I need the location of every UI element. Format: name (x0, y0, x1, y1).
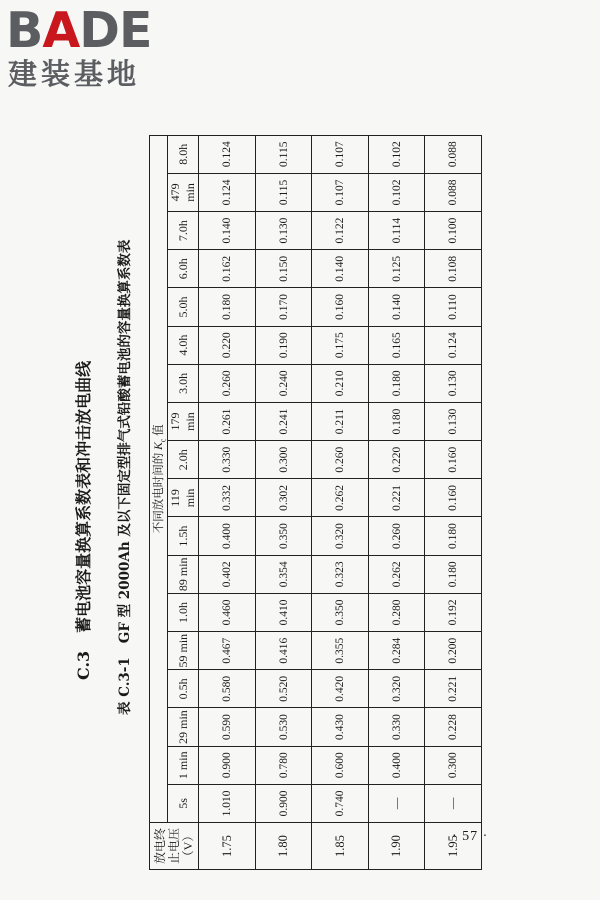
kc-value-cell: 0.130 (425, 402, 482, 440)
column-header: 89 min (168, 555, 199, 593)
kc-value-cell: 0.160 (425, 441, 482, 479)
table-number: 表 C.3-1 (117, 657, 133, 715)
kc-value-cell: 0.125 (368, 250, 425, 288)
voltage-cell: 1.80 (255, 823, 312, 870)
voltage-cell: 1.95 (425, 823, 482, 870)
section-heading (70, 120, 98, 680)
kc-value-cell: 0.170 (255, 288, 312, 326)
kc-value-cell: 0.130 (425, 364, 482, 402)
column-header: 6.0h (168, 250, 199, 288)
kc-value-cell: 0.107 (312, 173, 369, 211)
section-number: C.3 (74, 650, 93, 680)
kc-value-cell: 0.302 (255, 479, 312, 517)
kc-value-cell: 0.260 (368, 517, 425, 555)
column-header: 5s (168, 784, 199, 822)
kc-value-cell: 0.600 (312, 746, 369, 784)
kc-value-cell: 0.261 (199, 402, 256, 440)
kc-value-cell: 0.300 (425, 746, 482, 784)
kc-value-cell: 0.520 (255, 670, 312, 708)
kc-value-cell: 0.300 (255, 441, 312, 479)
page-number: · 57 · (452, 829, 489, 844)
kc-value-cell: 0.088 (425, 173, 482, 211)
kc-value-cell: 0.190 (255, 326, 312, 364)
kc-value-cell: 0.165 (368, 326, 425, 364)
kc-value-cell: 0.130 (255, 212, 312, 250)
kc-value-cell: 0.122 (312, 212, 369, 250)
kc-value-cell: 0.240 (255, 364, 312, 402)
kc-value-cell: 1.010 (199, 784, 256, 822)
kc-value-cell: 0.160 (425, 479, 482, 517)
kc-value-cell: 0.221 (368, 479, 425, 517)
kc-value-cell: 0.400 (199, 517, 256, 555)
kc-value-cell: 0.114 (368, 212, 425, 250)
kc-value-cell: 0.350 (255, 517, 312, 555)
kc-value-cell: 0.180 (199, 288, 256, 326)
kc-value-cell: 0.320 (368, 670, 425, 708)
kc-value-cell: 0.220 (368, 441, 425, 479)
kc-value-cell: 0.211 (312, 402, 369, 440)
kc-value-cell: 0.102 (368, 173, 425, 211)
kc-value-cell: 0.420 (312, 670, 369, 708)
kc-value-cell: 0.210 (312, 364, 369, 402)
logo-tagline: 建装基地 (8, 57, 141, 91)
section-title: 蓄电池容量换算系数表和冲击放电曲线 (74, 360, 93, 633)
kc-value-cell: 0.140 (199, 212, 256, 250)
table-row (425, 135, 482, 869)
kc-value-cell: 0.780 (255, 746, 312, 784)
kc-value-cell: 0.900 (199, 746, 256, 784)
kc-value-cell: 0.180 (368, 364, 425, 402)
voltage-cell: 1.90 (368, 823, 425, 870)
voltage-cell: 1.85 (312, 823, 369, 870)
kc-value-cell: 0.162 (199, 250, 256, 288)
kc-value-cell: 0.115 (255, 135, 312, 173)
kc-value-cell: 0.400 (368, 746, 425, 784)
table-row (368, 135, 425, 869)
kc-value-cell: 0.350 (312, 593, 369, 631)
kc-value-cell: 0.262 (368, 555, 425, 593)
column-header: 1.5h (168, 517, 199, 555)
kc-value-cell: 0.284 (368, 632, 425, 670)
table-title: GF 型 2000Ah 及以下固定型排气式铅酸蓄电池的容量换算系数表 (117, 239, 133, 644)
kc-value-cell: 0.107 (312, 135, 369, 173)
kc-value-cell: 0.220 (199, 326, 256, 364)
column-header: 7.0h (168, 212, 199, 250)
kc-value-cell: — (368, 784, 425, 822)
column-header: 479 min (168, 173, 199, 211)
table-header-row-2 (168, 135, 199, 869)
table-row (312, 135, 369, 869)
kc-value-cell: 0.460 (199, 593, 256, 631)
kc-value-cell: 0.530 (255, 708, 312, 746)
kc-value-cell: 0.580 (199, 670, 256, 708)
kc-value-cell: 0.124 (199, 135, 256, 173)
table-row (255, 135, 312, 869)
kc-value-cell: 0.262 (312, 479, 369, 517)
kc-value-cell: 0.330 (368, 708, 425, 746)
kc-value-cell: 0.124 (199, 173, 256, 211)
kc-value-cell: 0.124 (425, 326, 482, 364)
kc-value-cell: 0.108 (425, 250, 482, 288)
table-caption (112, 115, 138, 715)
column-header: 0.5h (168, 670, 199, 708)
row-header-voltage: 放电终止电压（V） (150, 823, 199, 870)
kc-value-cell: 0.332 (199, 479, 256, 517)
rotated-page-content (70, 115, 550, 875)
kc-value-cell: 0.260 (199, 364, 256, 402)
column-header: 3.0h (168, 364, 199, 402)
kc-value-cell: 0.150 (255, 250, 312, 288)
column-header: 8.0h (168, 135, 199, 173)
kc-value-cell: 0.175 (312, 326, 369, 364)
kc-value-cell: 0.260 (312, 441, 369, 479)
kc-value-cell: 0.590 (199, 708, 256, 746)
kc-value-cell: 0.140 (312, 250, 369, 288)
logo-wordmark (6, 2, 151, 60)
table-header-row-1 (150, 135, 168, 869)
column-header: 29 min (168, 708, 199, 746)
column-header: 1.0h (168, 593, 199, 631)
kc-value-cell: 0.221 (425, 670, 482, 708)
kc-value-cell: 0.115 (255, 173, 312, 211)
column-header: 4.0h (168, 326, 199, 364)
kc-value-cell: 0.740 (312, 784, 369, 822)
capacity-coefficient-table (149, 135, 482, 870)
kc-value-cell: 0.320 (312, 517, 369, 555)
kc-value-cell: 0.323 (312, 555, 369, 593)
kc-value-cell: 0.140 (368, 288, 425, 326)
logo-letter-b: B (6, 2, 43, 59)
kc-value-cell: 0.354 (255, 555, 312, 593)
kc-value-cell: 0.200 (425, 632, 482, 670)
kc-value-cell: 0.467 (199, 632, 256, 670)
column-header: 1 min (168, 746, 199, 784)
logo-letter-a: A (42, 2, 80, 59)
kc-value-cell: 0.280 (368, 593, 425, 631)
table-row (199, 135, 256, 869)
kc-value-cell: 0.160 (312, 288, 369, 326)
brand-logo (6, 2, 186, 96)
column-header: 5.0h (168, 288, 199, 326)
column-header: 59 min (168, 632, 199, 670)
kc-value-cell: 0.110 (425, 288, 482, 326)
kc-value-cell: 0.192 (425, 593, 482, 631)
kc-value-cell: — (425, 784, 482, 822)
voltage-cell: 1.75 (199, 823, 256, 870)
kc-value-cell: 0.330 (199, 441, 256, 479)
kc-value-cell: 0.241 (255, 402, 312, 440)
kc-value-cell: 0.402 (199, 555, 256, 593)
kc-value-cell: 0.180 (425, 517, 482, 555)
kc-value-cell: 0.102 (368, 135, 425, 173)
column-header: 179 min (168, 402, 199, 440)
kc-value-cell: 0.100 (425, 212, 482, 250)
kc-value-cell: 0.410 (255, 593, 312, 631)
table-body (199, 135, 482, 869)
kc-value-cell: 0.228 (425, 708, 482, 746)
kc-value-cell: 0.355 (312, 632, 369, 670)
kc-value-cell: 0.180 (425, 555, 482, 593)
logo-letters-de: DE (79, 2, 152, 59)
span-header-kc: 不同放电时间的 $K_c$ 值 (150, 135, 168, 822)
kc-value-cell: 0.180 (368, 402, 425, 440)
kc-value-cell: 0.430 (312, 708, 369, 746)
kc-value-cell: 0.900 (255, 784, 312, 822)
column-header: 119 min (168, 479, 199, 517)
column-header: 2.0h (168, 441, 199, 479)
kc-value-cell: 0.088 (425, 135, 482, 173)
kc-value-cell: 0.416 (255, 632, 312, 670)
